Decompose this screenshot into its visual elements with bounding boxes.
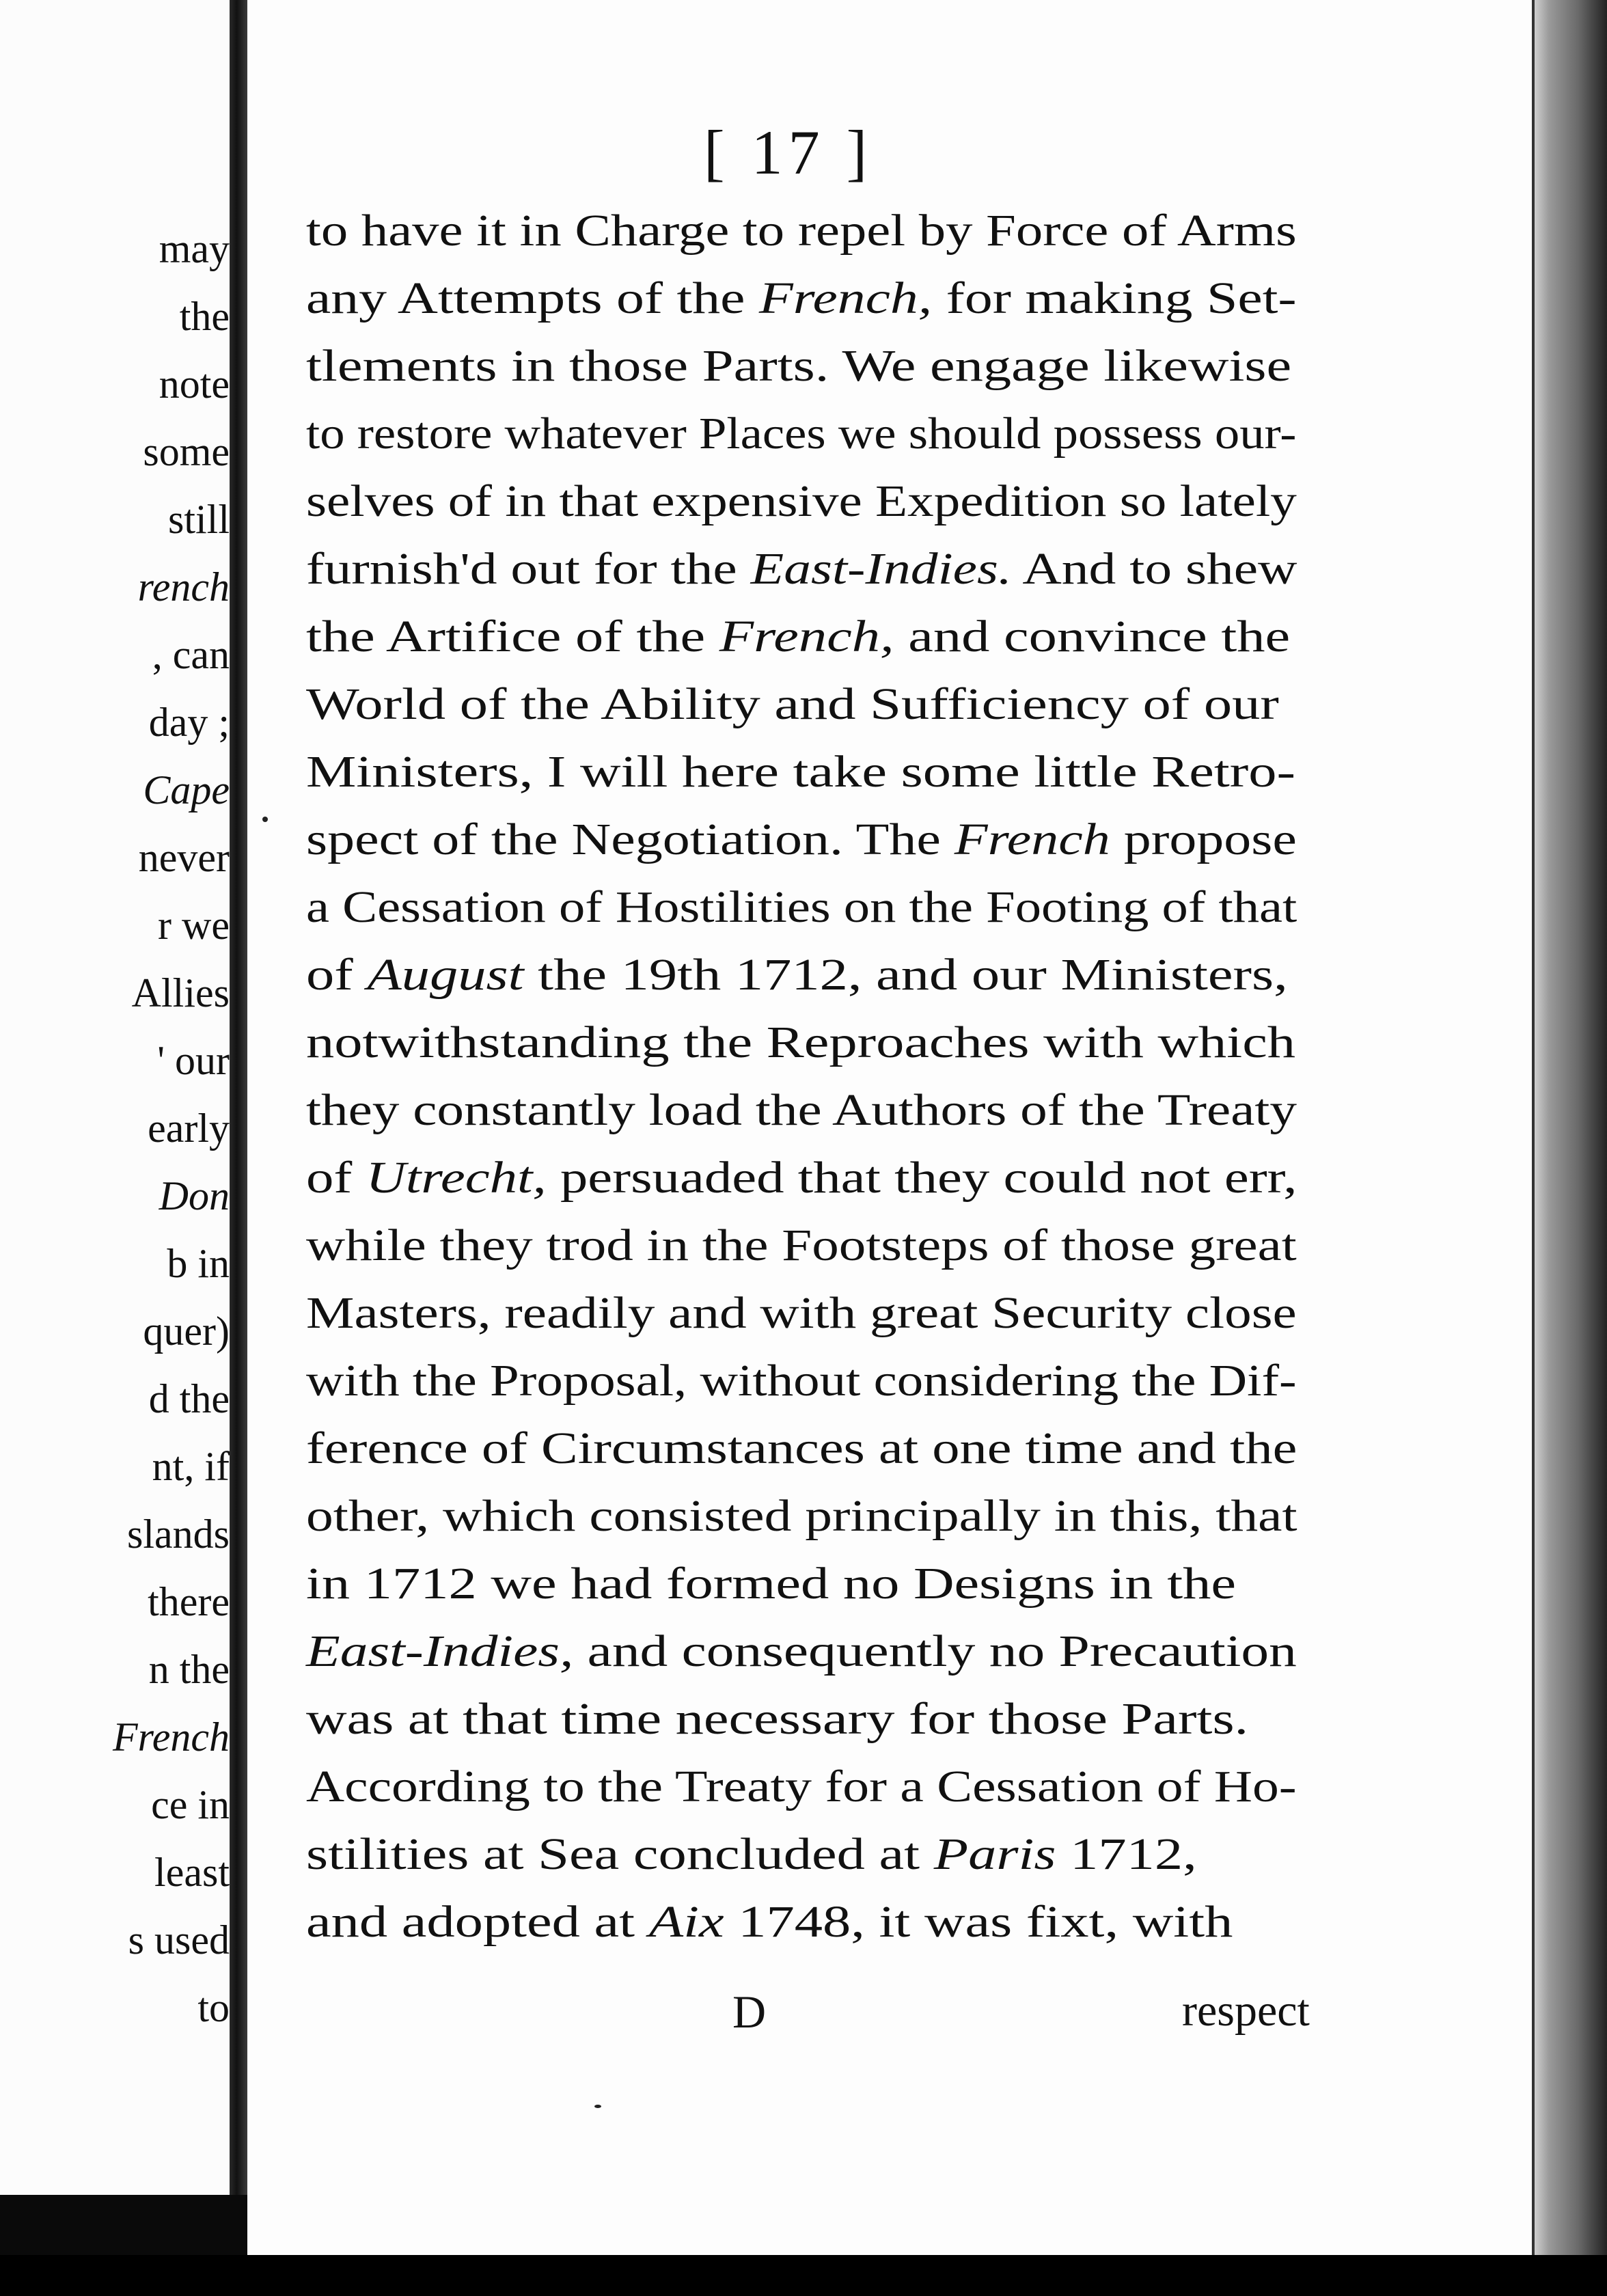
left-page-line: rench xyxy=(137,564,230,610)
text-run: to restore whatever Places we should possess our- xyxy=(306,409,1297,459)
left-page-line: there xyxy=(148,1579,230,1624)
text-run: of xyxy=(306,1153,366,1203)
italic-word: Utrecht, xyxy=(366,1153,547,1203)
left-page-line: to xyxy=(197,1985,230,2030)
left-facing-page xyxy=(0,0,230,2195)
left-page-line: ce in xyxy=(151,1782,230,1827)
text-run: tlements in those Parts. We engage likewise xyxy=(306,341,1292,391)
text-run: to have it in Charge to repel by Force of Arms xyxy=(306,206,1297,256)
text-line xyxy=(306,1761,1297,1813)
left-page-line: nt, if xyxy=(152,1444,230,1489)
left-page-line: Allies xyxy=(131,970,230,1015)
scan-border xyxy=(0,2255,1607,2296)
text-run: a Cessation of Hostilities on the Footing of that xyxy=(306,882,1297,932)
left-page-line: , can xyxy=(152,632,230,677)
left-page-line: quer) xyxy=(143,1309,230,1354)
left-page-line: still xyxy=(167,497,230,542)
text-run: was at that time necessary for those Parts. xyxy=(306,1694,1249,1744)
italic-word: French xyxy=(954,815,1110,864)
text-run: they constantly load the Authors of the Treaty xyxy=(306,1085,1297,1135)
ink-speck xyxy=(594,2105,601,2108)
text-run: Ministers, I will here take some little Retro- xyxy=(306,747,1295,797)
text-run: Masters, readily and with great Security close xyxy=(306,1288,1297,1338)
text-line xyxy=(306,679,1279,730)
text-run: other, which consisted principally in this, that xyxy=(306,1491,1297,1541)
body-text xyxy=(306,0,1304,2050)
text-line xyxy=(306,882,1297,933)
left-page-line: n the xyxy=(148,1647,230,1692)
left-page-line: day ; xyxy=(148,700,230,745)
left-page-line: least xyxy=(154,1850,230,1895)
left-page-line: Cape xyxy=(143,767,230,812)
text-run: furnish'd out for the xyxy=(306,544,751,594)
left-page-line: Don xyxy=(159,1173,230,1218)
text-line xyxy=(306,1626,1297,1678)
left-page-line: note xyxy=(159,361,230,407)
text-run: notwithstanding the Reproaches with which xyxy=(306,1017,1296,1067)
ink-speck xyxy=(262,817,268,822)
italic-word: Paris xyxy=(933,1829,1056,1879)
text-run: selves of in that expensive Expedition so lately xyxy=(306,476,1297,526)
text-run: the Artifice of the xyxy=(306,612,719,661)
italic-word: August xyxy=(367,950,524,1000)
text-line xyxy=(306,1693,1248,1745)
left-page-line: some xyxy=(143,429,230,474)
left-page-line: early xyxy=(148,1106,230,1151)
text-run: And to shew xyxy=(1011,544,1297,594)
italic-word: French, xyxy=(758,273,933,323)
text-line xyxy=(306,1017,1295,1069)
text-run: spect of the Negotiation. The xyxy=(306,815,954,864)
text-line xyxy=(306,1220,1297,1272)
text-line xyxy=(306,746,1295,798)
left-page-line: s used xyxy=(128,1917,230,1963)
text-line xyxy=(306,476,1297,528)
left-page-line: d the xyxy=(148,1376,230,1421)
catchword: respect xyxy=(1182,1986,1310,2036)
text-run: in 1712 we had formed no Designs in the xyxy=(306,1559,1237,1609)
left-page-line: French xyxy=(112,1714,230,1760)
text-line xyxy=(306,1829,1197,1881)
text-line xyxy=(306,949,1288,1001)
text-run: and convince the xyxy=(894,612,1291,661)
italic-word: East-Indies, xyxy=(306,1626,574,1676)
italic-word: East-Indies. xyxy=(750,544,1012,594)
text-line xyxy=(306,611,1290,663)
italic-word: Aix xyxy=(648,1897,724,1947)
text-line xyxy=(306,1084,1297,1136)
text-run: any Attempts of the xyxy=(306,273,759,323)
text-line xyxy=(306,1287,1297,1339)
text-run: persuaded that they could not err, xyxy=(546,1153,1297,1203)
left-page-line: the xyxy=(179,294,230,339)
text-line xyxy=(306,408,1297,460)
text-run: while they trod in the Footsteps of those great xyxy=(306,1220,1297,1270)
text-line xyxy=(306,340,1291,392)
left-page-line: b in xyxy=(167,1241,230,1286)
text-run: propose xyxy=(1110,815,1297,864)
text-line xyxy=(306,1423,1297,1475)
text-run: 1748, it was fixt, with xyxy=(724,1897,1233,1947)
text-run: with the Proposal, without considering the Dif- xyxy=(306,1356,1297,1406)
text-line xyxy=(306,814,1297,866)
text-run: ference of Circumstances at one time and the xyxy=(306,1423,1297,1473)
signature-mark: D xyxy=(732,1986,767,2038)
text-line xyxy=(306,205,1297,257)
text-run: for making Set- xyxy=(932,273,1297,323)
left-page-line: slands xyxy=(127,1512,230,1557)
book-gutter xyxy=(230,0,247,2195)
text-run: of xyxy=(306,950,368,1000)
text-line xyxy=(306,1152,1297,1204)
page-number: [ 17 ] xyxy=(704,118,873,187)
text-run: the 19th 1712, and our Ministers, xyxy=(523,950,1288,1000)
text-run: and consequently no Precaution xyxy=(573,1626,1297,1676)
text-line xyxy=(306,1355,1297,1407)
left-page-line: r we xyxy=(158,903,230,948)
text-run: World of the Ability and Sufficiency of our xyxy=(306,679,1279,729)
text-line xyxy=(306,543,1297,595)
text-line xyxy=(306,1558,1236,1610)
text-line xyxy=(306,1896,1233,1948)
text-run: stilities at Sea concluded at xyxy=(306,1829,934,1879)
page-edge-shadow xyxy=(1535,0,1607,2296)
left-page-line: may xyxy=(159,226,230,271)
text-run: and adopted at xyxy=(306,1897,649,1947)
text-run: 1712, xyxy=(1056,1829,1197,1879)
left-page-line: ' our xyxy=(157,1038,230,1083)
text-line xyxy=(306,273,1297,325)
left-page-line: never xyxy=(138,835,230,880)
text-run: According to the Treaty for a Cessation of Ho- xyxy=(306,1762,1297,1812)
italic-word: French, xyxy=(719,612,894,661)
text-line xyxy=(306,1490,1297,1542)
